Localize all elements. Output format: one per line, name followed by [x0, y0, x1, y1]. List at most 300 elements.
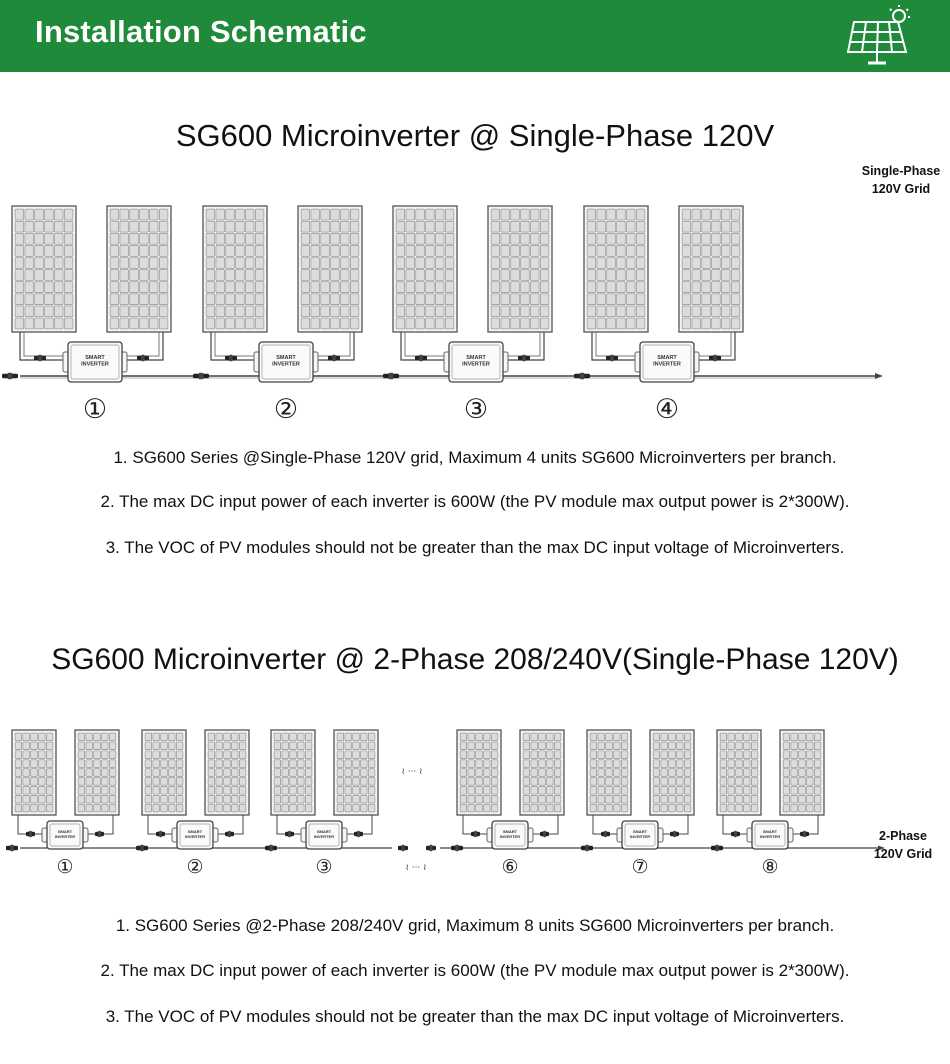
- pv-cell: [15, 233, 24, 244]
- pv-cell: [783, 786, 790, 794]
- pv-cell: [159, 245, 168, 256]
- pv-cell: [684, 742, 691, 750]
- pv-module: [203, 206, 267, 332]
- pv-cell: [290, 742, 297, 750]
- pv-cell: [176, 786, 183, 794]
- pv-cell: [406, 258, 415, 269]
- pv-cell: [245, 209, 254, 220]
- pv-cell: [282, 769, 289, 777]
- pv-cell: [35, 318, 44, 329]
- section1-note-3: 3. The VOC of PV modules should not be greater than the max DC input voltage of Microinverters.: [105, 538, 845, 557]
- mc4-connector: [265, 845, 277, 851]
- pv-cell: [153, 742, 160, 750]
- connector-collar: [610, 355, 614, 361]
- pv-cell: [239, 751, 246, 759]
- pv-cell: [140, 233, 149, 244]
- pv-cell: [751, 751, 758, 759]
- pv-cell: [169, 786, 176, 794]
- pv-cell: [31, 786, 38, 794]
- pv-cell: [396, 318, 405, 329]
- pv-cell: [236, 318, 245, 329]
- pv-cell: [368, 778, 375, 786]
- pv-cell: [169, 795, 176, 803]
- pv-cell: [78, 769, 85, 777]
- pv-cell: [331, 258, 340, 269]
- pv-cell: [345, 769, 352, 777]
- pv-cell: [554, 769, 561, 777]
- pv-module: [780, 730, 824, 815]
- pv-cell: [684, 795, 691, 803]
- pv-cells: [720, 733, 758, 812]
- pv-cells: [590, 733, 628, 812]
- inverter-group: [383, 206, 552, 425]
- pv-cell: [626, 270, 635, 281]
- microinverter: [63, 342, 127, 382]
- pv-cell: [290, 795, 297, 803]
- pv-cell: [617, 270, 626, 281]
- pv-cell: [531, 733, 538, 741]
- pv-cell: [298, 733, 305, 741]
- pv-cell: [130, 245, 139, 256]
- pv-cell: [311, 318, 320, 329]
- mc4-connector: [711, 845, 723, 851]
- mc4-connector: [540, 831, 549, 837]
- pv-cell: [340, 233, 349, 244]
- pv-cell: [86, 795, 93, 803]
- pv-cell: [345, 786, 352, 794]
- pv-cell: [301, 245, 310, 256]
- pv-cell: [353, 751, 360, 759]
- pv-cell: [736, 786, 743, 794]
- pv-cell: [554, 751, 561, 759]
- pv-cell: [540, 233, 549, 244]
- pv-cell: [54, 282, 63, 293]
- pv-cell: [86, 786, 93, 794]
- pv-cell: [606, 804, 613, 812]
- ellipsis-lower: ≀ ··· ≀: [405, 863, 427, 873]
- pv-cell: [476, 742, 483, 750]
- microinverter: [635, 342, 699, 382]
- pv-cell: [361, 786, 368, 794]
- pv-cell: [361, 733, 368, 741]
- pv-cell: [720, 742, 727, 750]
- unit-number: ③: [463, 394, 489, 425]
- pv-cell: [677, 760, 684, 768]
- pv-cell: [245, 306, 254, 317]
- pv-cell: [340, 306, 349, 317]
- connector-collar: [38, 355, 42, 361]
- pv-cell: [751, 769, 758, 777]
- pv-cell: [744, 769, 751, 777]
- pv-cell: [159, 209, 168, 220]
- pv-cell: [539, 751, 546, 759]
- pv-cell: [245, 258, 254, 269]
- pv-cell: [340, 209, 349, 220]
- pv-cell: [78, 742, 85, 750]
- pv-cell: [416, 209, 425, 220]
- pv-cell: [350, 245, 359, 256]
- pv-cell: [626, 306, 635, 317]
- pv-cell: [435, 318, 444, 329]
- pv-cell: [86, 751, 93, 759]
- pv-cell: [626, 221, 635, 232]
- pv-cell: [684, 804, 691, 812]
- pv-cell: [340, 270, 349, 281]
- pv-cell: [468, 751, 475, 759]
- pv-cell: [468, 733, 475, 741]
- pv-cell: [290, 760, 297, 768]
- pv-cell: [653, 769, 660, 777]
- pv-cell: [435, 306, 444, 317]
- pv-cell: [31, 760, 38, 768]
- pv-cell: [15, 209, 24, 220]
- pv-cell: [621, 804, 628, 812]
- pv-cell: [321, 318, 330, 329]
- pv-cell: [521, 221, 530, 232]
- pv-cell: [208, 795, 215, 803]
- pv-cell: [531, 760, 538, 768]
- section1-note-1: 1. SG600 Series @Single-Phase 120V grid, Maximum 4 units SG600 Microinverters per branch.: [113, 448, 837, 467]
- pv-cell: [161, 804, 168, 812]
- pv-cell: [669, 760, 676, 768]
- pv-cell: [35, 209, 44, 220]
- pv-cell: [791, 795, 798, 803]
- pv-cell: [161, 769, 168, 777]
- inverter-label-line2: INVERTER: [759, 833, 781, 839]
- pv-cell: [607, 209, 616, 220]
- pv-cells: [653, 733, 691, 812]
- pv-cell: [130, 282, 139, 293]
- pv-cell: [426, 270, 435, 281]
- pv-cell: [731, 258, 740, 269]
- connector-collar: [357, 831, 360, 837]
- dc-cable-left-2: [405, 332, 446, 356]
- pv-cell: [109, 795, 116, 803]
- connector-collar: [419, 355, 423, 361]
- pv-cell: [721, 258, 730, 269]
- pv-cell: [677, 733, 684, 741]
- pv-cell: [15, 282, 24, 293]
- pv-cell: [468, 804, 475, 812]
- pv-cell: [460, 786, 467, 794]
- pv-cell: [614, 786, 621, 794]
- pv-module: [717, 730, 761, 815]
- pv-cell: [684, 751, 691, 759]
- pv-cell: [120, 270, 129, 281]
- pv-cell: [712, 258, 721, 269]
- pv-cell: [547, 804, 554, 812]
- pv-cell: [340, 294, 349, 305]
- mc4-connector: [156, 831, 165, 837]
- pv-cell: [426, 306, 435, 317]
- pv-cell: [511, 282, 520, 293]
- pv-cell: [39, 786, 46, 794]
- inverter-label-line2: INVERTER: [462, 361, 490, 368]
- pv-cell: [54, 245, 63, 256]
- pv-cell: [607, 233, 616, 244]
- pv-cell: [682, 245, 691, 256]
- pv-cell: [78, 786, 85, 794]
- pv-cell: [149, 318, 158, 329]
- pv-cell: [501, 294, 510, 305]
- pv-cell: [435, 258, 444, 269]
- pv-cell: [587, 318, 596, 329]
- pv-cell: [614, 804, 621, 812]
- inverter-group: [136, 730, 249, 878]
- inverter-label-line2: INVERTER: [313, 833, 335, 839]
- pv-cell: [78, 733, 85, 741]
- section2-note-3: 3. The VOC of PV modules should not be greater than the max DC input voltage of Microinverters.: [105, 1007, 845, 1026]
- pv-cell: [617, 258, 626, 269]
- pv-cell: [274, 795, 281, 803]
- pv-cell: [669, 742, 676, 750]
- pv-cell: [621, 778, 628, 786]
- pv-cell: [120, 258, 129, 269]
- pv-cell: [176, 733, 183, 741]
- inverter-label-line2: INVERTER: [629, 833, 651, 839]
- section2-grid-label: [848, 827, 950, 863]
- pv-cell: [25, 282, 34, 293]
- inverter-label-line1: SMART: [57, 828, 73, 834]
- pv-cell: [416, 318, 425, 329]
- pv-cell: [140, 245, 149, 256]
- pv-cell: [54, 209, 63, 220]
- pv-cell: [728, 742, 735, 750]
- pv-cell: [523, 804, 530, 812]
- pv-cell: [491, 795, 498, 803]
- inverter-group: [574, 206, 743, 425]
- pv-cell: [140, 270, 149, 281]
- dc-cable-left-2: [24, 332, 65, 356]
- pv-cell: [282, 786, 289, 794]
- pv-cell: [692, 282, 701, 293]
- pv-cell: [145, 786, 152, 794]
- pv-cell: [54, 294, 63, 305]
- pv-cell: [224, 778, 231, 786]
- connector-collar: [332, 355, 336, 361]
- pv-cell: [311, 270, 320, 281]
- pv-cell: [140, 318, 149, 329]
- pv-cell: [682, 270, 691, 281]
- pv-cell: [731, 245, 740, 256]
- pv-cell: [406, 318, 415, 329]
- pv-cell: [807, 769, 814, 777]
- pv-cell: [54, 318, 63, 329]
- pv-cell: [23, 804, 30, 812]
- pv-cell: [491, 318, 500, 329]
- pv-cell: [416, 306, 425, 317]
- pv-cell: [702, 306, 711, 317]
- connector-collar: [389, 373, 394, 379]
- pv-cell: [301, 282, 310, 293]
- pv-cell: [130, 306, 139, 317]
- pv-cell: [751, 760, 758, 768]
- pv-cell: [255, 306, 264, 317]
- pv-cell: [720, 778, 727, 786]
- pv-cell: [255, 282, 264, 293]
- pv-cell: [677, 795, 684, 803]
- pv-cell: [39, 778, 46, 786]
- pv-cell: [282, 760, 289, 768]
- pv-cell: [46, 786, 53, 794]
- pv-cell: [54, 270, 63, 281]
- pv-cell: [206, 221, 215, 232]
- pv-cell: [340, 245, 349, 256]
- pv-cell: [255, 258, 264, 269]
- pv-cell: [661, 795, 668, 803]
- pv-cell: [530, 245, 539, 256]
- pv-cell: [597, 233, 606, 244]
- pv-cell: [236, 233, 245, 244]
- pv-cell: [31, 742, 38, 750]
- inverter-label-line1: SMART: [316, 828, 332, 834]
- pv-cell: [606, 751, 613, 759]
- pv-cell: [669, 751, 676, 759]
- inverter-label-line1: SMART: [466, 354, 486, 361]
- pv-cell: [807, 804, 814, 812]
- pv-cell: [298, 742, 305, 750]
- pv-cell: [445, 282, 454, 293]
- pv-cell: [149, 221, 158, 232]
- pv-cell: [728, 804, 735, 812]
- pv-cell: [46, 769, 53, 777]
- pv-cell: [406, 209, 415, 220]
- pv-cell: [661, 733, 668, 741]
- pv-cell: [216, 318, 225, 329]
- pv-cell: [305, 733, 312, 741]
- pv-cell: [102, 742, 109, 750]
- pv-cell: [226, 282, 235, 293]
- pv-cell: [361, 742, 368, 750]
- pv-cell: [721, 221, 730, 232]
- pv-cell: [64, 270, 73, 281]
- pv-cell: [684, 760, 691, 768]
- pv-cell: [153, 786, 160, 794]
- pv-cell: [617, 233, 626, 244]
- pv-module: [520, 730, 564, 815]
- pv-cell: [460, 760, 467, 768]
- pv-cell: [145, 778, 152, 786]
- inverter-group: [265, 730, 378, 878]
- pv-cell: [783, 760, 790, 768]
- pv-cell: [23, 760, 30, 768]
- pv-cell: [145, 769, 152, 777]
- inverter-label-line1: SMART: [762, 828, 778, 834]
- pv-cell: [530, 221, 539, 232]
- pv-cell: [814, 760, 821, 768]
- pv-cell: [587, 221, 596, 232]
- pv-cell: [169, 733, 176, 741]
- pv-cell: [78, 804, 85, 812]
- pv-cell: [751, 733, 758, 741]
- pv-cell: [39, 742, 46, 750]
- pv-cell: [661, 786, 668, 794]
- pv-cell: [744, 778, 751, 786]
- pv-cell: [636, 258, 645, 269]
- connector-collar: [673, 831, 676, 837]
- ellipsis-upper: ≀ ··· ≀: [401, 767, 423, 777]
- pv-cell: [35, 233, 44, 244]
- unit-number: ②: [186, 856, 204, 878]
- pv-cell: [736, 742, 743, 750]
- pv-cell: [25, 221, 34, 232]
- pv-cell: [744, 760, 751, 768]
- inverter-group: [711, 730, 824, 878]
- pv-cell: [311, 245, 320, 256]
- pv-cell: [692, 209, 701, 220]
- connector-collar: [522, 355, 526, 361]
- pv-cell: [224, 760, 231, 768]
- section1-note-2: 2. The max DC input power of each inverter is 600W (the PV module max output power is 2*300W).: [100, 492, 850, 511]
- pv-cell: [321, 245, 330, 256]
- pv-cell: [721, 270, 730, 281]
- pv-cell: [540, 294, 549, 305]
- pv-cell: [110, 233, 119, 244]
- pv-cell: [720, 804, 727, 812]
- pv-cell: [590, 769, 597, 777]
- dc-cable-right-2: [125, 332, 159, 356]
- pv-cell: [547, 733, 554, 741]
- pv-cell: [176, 760, 183, 768]
- microinverter: [747, 821, 793, 849]
- pv-cell: [94, 742, 101, 750]
- pv-cell: [799, 804, 806, 812]
- pv-cell: [206, 245, 215, 256]
- pv-cell: [337, 778, 344, 786]
- pv-cell: [54, 306, 63, 317]
- pv-cell: [39, 769, 46, 777]
- pv-cell: [350, 233, 359, 244]
- pv-cell: [255, 270, 264, 281]
- arrow-head: [875, 373, 883, 379]
- pv-cell: [731, 318, 740, 329]
- connector-collar: [229, 355, 233, 361]
- mc4-connector: [2, 373, 18, 379]
- mc4-connector: [26, 831, 35, 837]
- pv-cell: [15, 270, 24, 281]
- pv-cell: [54, 233, 63, 244]
- pv-cell: [350, 258, 359, 269]
- pv-cell: [621, 769, 628, 777]
- pv-cell: [468, 786, 475, 794]
- pv-cell: [311, 258, 320, 269]
- pv-cell: [636, 233, 645, 244]
- connector-collar: [10, 845, 14, 851]
- pv-cell: [484, 760, 491, 768]
- pv-cell: [721, 282, 730, 293]
- pv-cell: [547, 786, 554, 794]
- pv-cell: [78, 760, 85, 768]
- pv-cell: [15, 769, 22, 777]
- pv-cell: [712, 221, 721, 232]
- pv-cell: [78, 795, 85, 803]
- pv-cell: [702, 318, 711, 329]
- pv-cell: [621, 733, 628, 741]
- pv-cell: [239, 760, 246, 768]
- pv-cell: [298, 804, 305, 812]
- pv-module: [271, 730, 315, 815]
- pv-cell: [140, 209, 149, 220]
- pv-cell: [226, 221, 235, 232]
- pv-cell: [140, 294, 149, 305]
- pv-cell: [523, 786, 530, 794]
- pv-cell: [301, 270, 310, 281]
- pv-cell: [226, 294, 235, 305]
- pv-cell: [692, 221, 701, 232]
- pv-cell: [130, 294, 139, 305]
- pv-cell: [120, 245, 129, 256]
- pv-cell: [669, 795, 676, 803]
